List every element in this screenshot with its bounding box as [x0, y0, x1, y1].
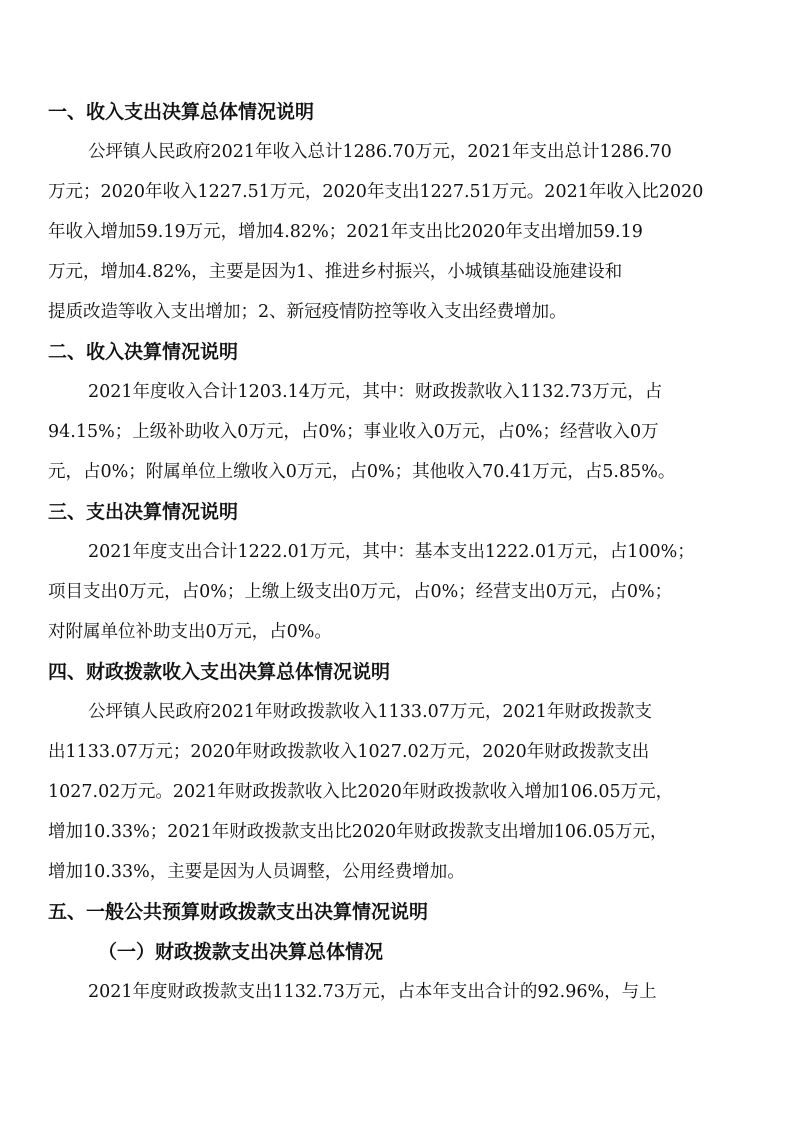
- body-line: 项目支出0万元，占0%；上缴上级支出0万元，占0%；经营支出0万元，占0%；: [48, 582, 673, 602]
- body-line: 2021年度财政拨款支出1132.73万元，占本年支出合计的92.96%，与上: [88, 982, 657, 1002]
- section-heading-3: 三、支出决算情况说明: [48, 501, 239, 523]
- section-heading-5: 五、一般公共预算财政拨款支出决算情况说明: [48, 901, 429, 923]
- body-line: 元，占0%；附属单位上缴收入0万元，占0%；其他收入70.41万元，占5.85%。: [48, 462, 676, 482]
- body-line: 对附属单位补助支出0万元，占0%。: [48, 622, 332, 642]
- body-line: 1027.02万元。2021年财政拨款收入比2020年财政拨款收入增加106.05万元，: [48, 782, 674, 802]
- section-heading-4: 四、财政拨款收入支出决算总体情况说明: [48, 661, 391, 683]
- section-subheading-5-1: （一）财政拨款支出决算总体情况: [98, 941, 384, 963]
- body-line: 增加10.33%，主要是因为人员调整，公用经费增加。: [48, 862, 465, 882]
- body-line: 2021年度收入合计1203.14万元，其中：财政拨款收入1132.73万元，占: [88, 382, 663, 402]
- body-line: 出1133.07万元；2020年财政拨款收入1027.02万元，2020年财政拨款支出: [48, 742, 650, 762]
- section-body-3: [48, 532, 748, 652]
- body-line: 公坪镇人民政府2021年收入总计1286.70万元，2021年支出总计1286.70: [88, 142, 672, 162]
- body-line: 公坪镇人民政府2021年财政拨款收入1133.07万元，2021年财政拨款支: [88, 702, 652, 722]
- section-body-4: [48, 692, 748, 892]
- body-line: 增加10.33%；2021年财政拨款支出比2020年财政拨款支出增加106.05万元，: [48, 822, 668, 842]
- section-body-1: [48, 132, 748, 332]
- body-line: 万元；2020年收入1227.51万元，2020年支出1227.51万元。2021年收入比2020: [48, 182, 704, 202]
- body-line: 年收入增加59.19万元，增加4.82%；2021年支出比2020年支出增加59.19: [48, 222, 643, 242]
- body-line: 2021年度支出合计1222.01万元，其中：基本支出1222.01万元，占100%；: [88, 542, 695, 562]
- section-heading-2: 二、收入决算情况说明: [48, 341, 239, 363]
- section-body-5: [48, 972, 748, 1012]
- body-line: 提质改造等收入支出增加；2、新冠疫情防控等收入支出经费增加。: [48, 302, 567, 322]
- section-body-2: [48, 372, 748, 492]
- body-line: 万元，增加4.82%，主要是因为1、推进乡村振兴，小城镇基础设施建设和: [48, 262, 623, 282]
- section-heading-1: 一、收入支出决算总体情况说明: [48, 101, 315, 123]
- document-page: [48, 92, 748, 1012]
- body-line: 94.15%；上级补助收入0万元，占0%；事业收入0万元，占0%；经营收入0万: [48, 422, 659, 442]
